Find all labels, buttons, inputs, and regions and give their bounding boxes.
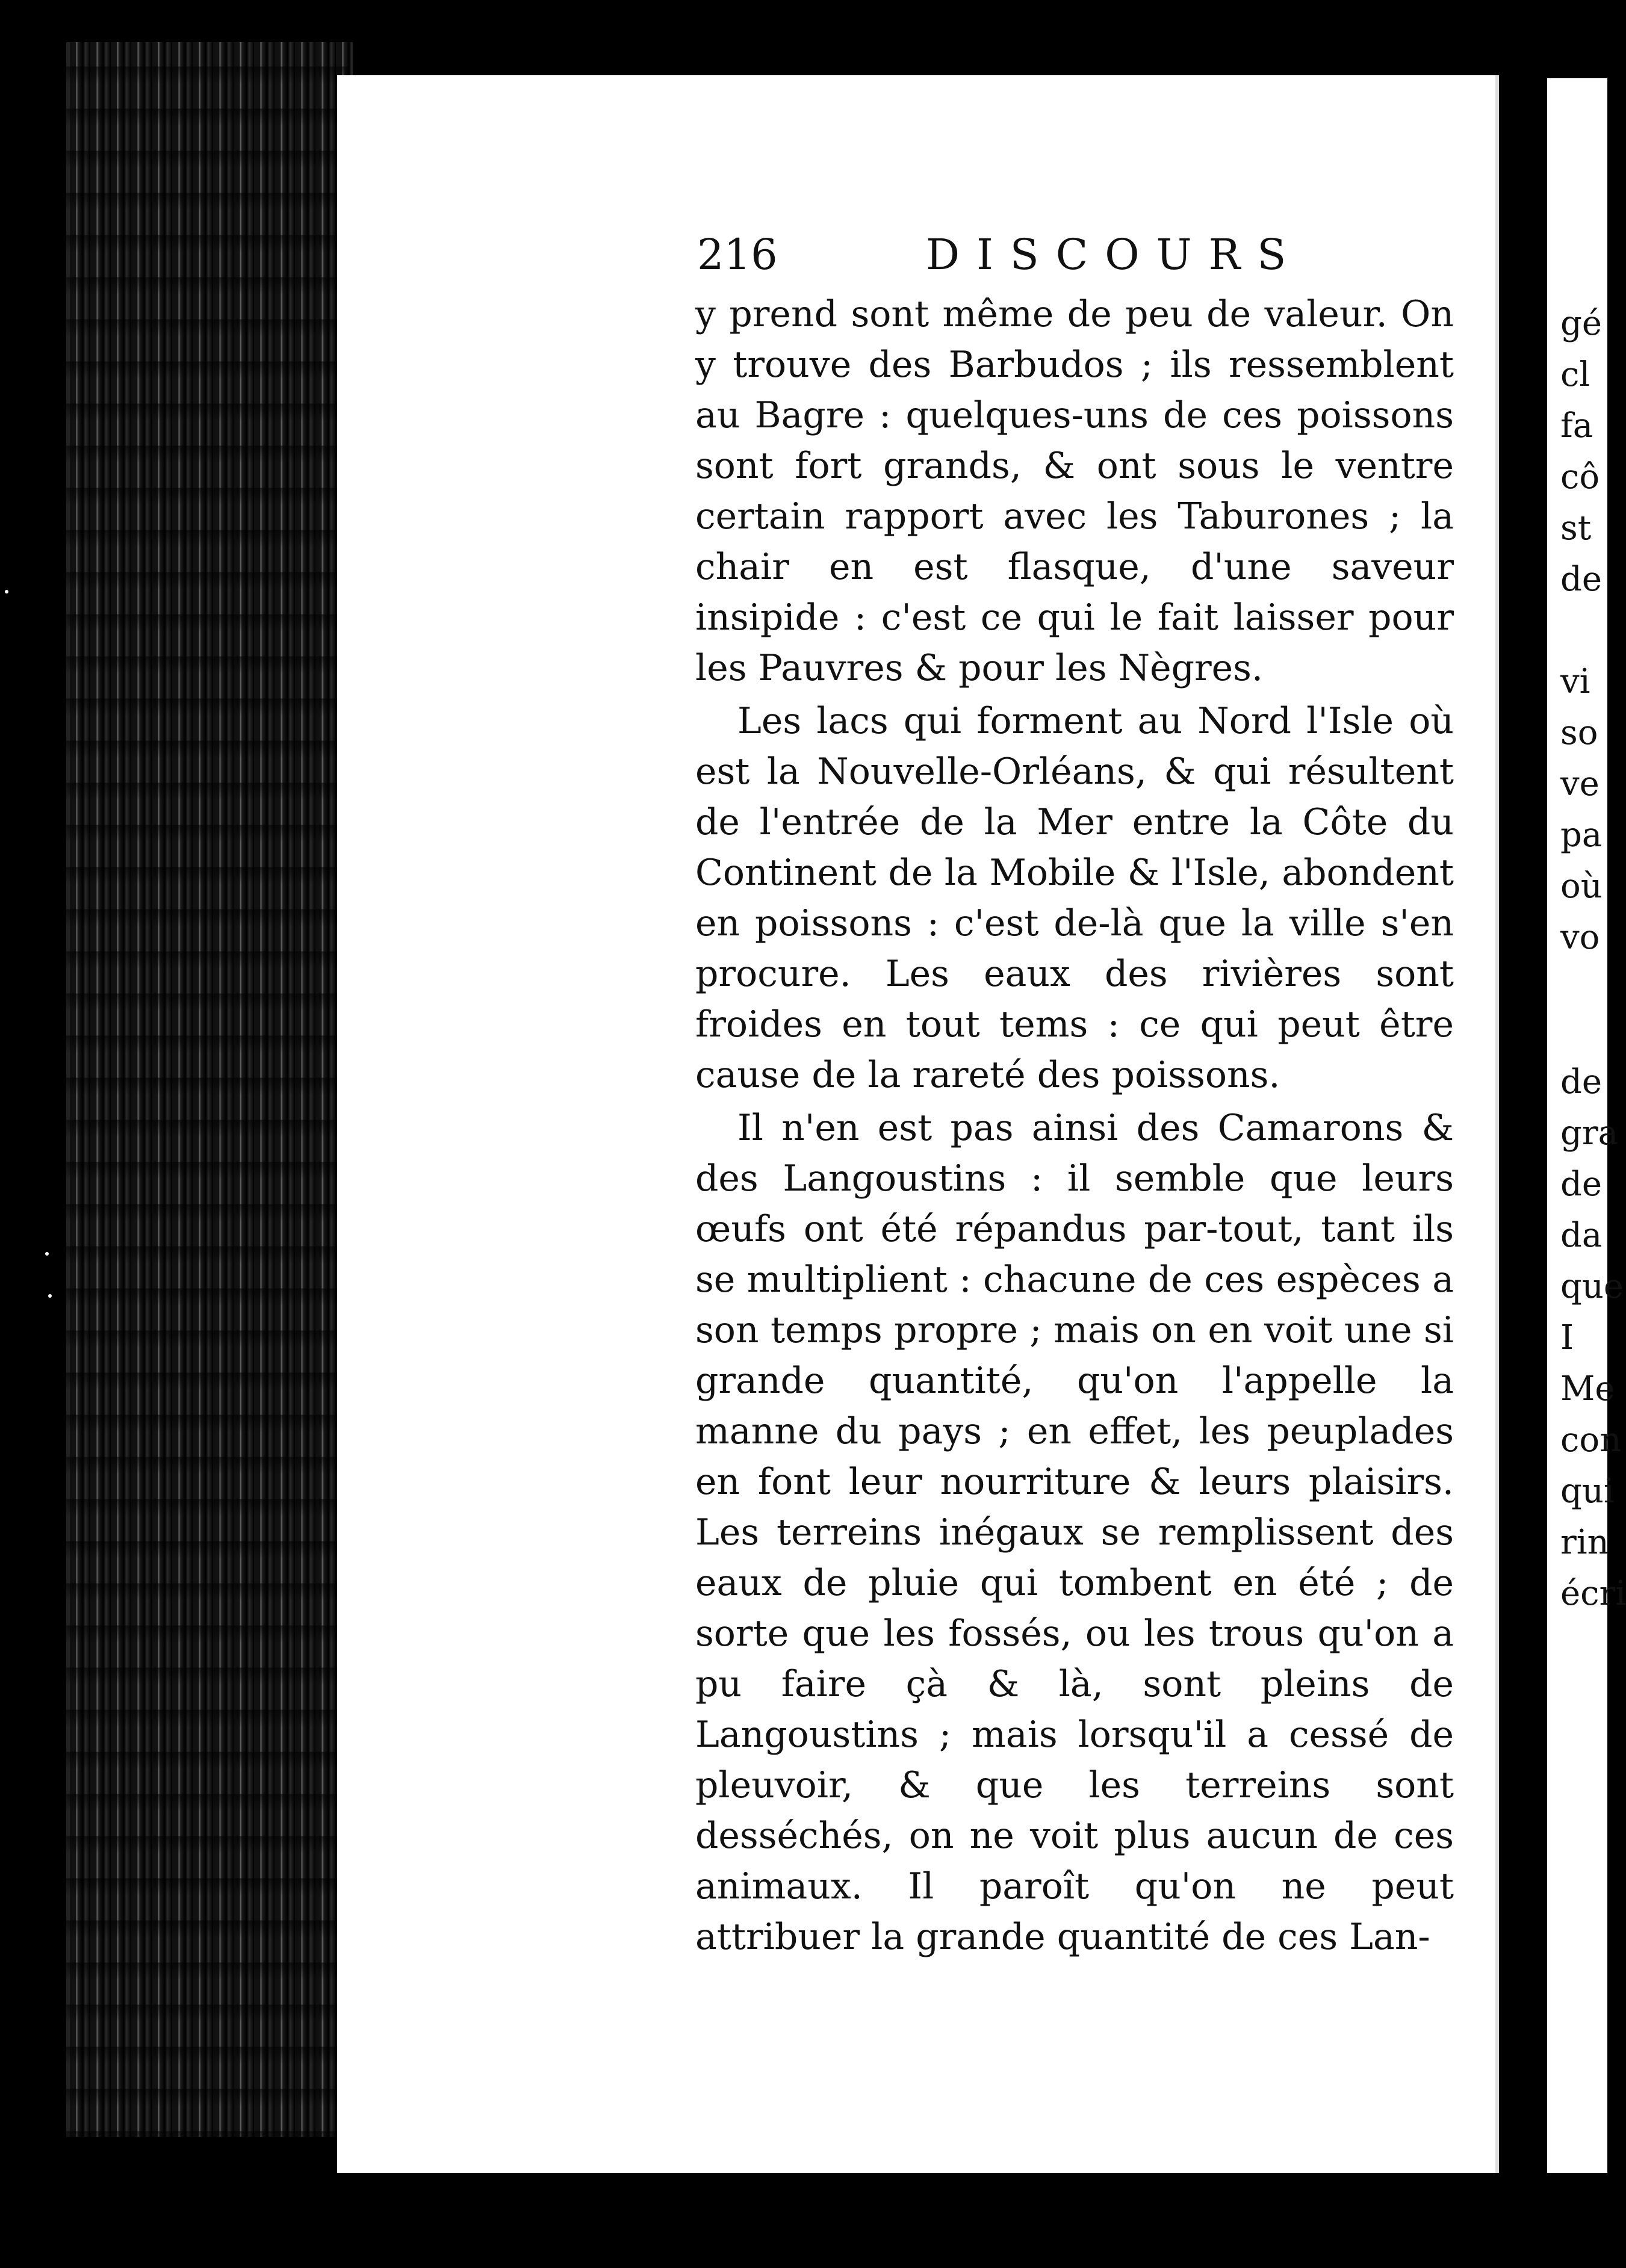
fragment: so: [1560, 713, 1598, 752]
paragraph-1: y prend sont même de peu de valeur. On y trouve des Barbudos ; ils ressemblent au Bagre : quelques-uns de ces poissons sont fort grands, & ont sous le ventre certain rapport avec les Taburones ; la chair en est flasque, d'une saveur insipide : c'est ce qui le fait laisser pour les Pauvres & pour les Nègres.: [695, 293, 1454, 689]
running-header: [697, 230, 1303, 284]
fragment: da: [1560, 1216, 1603, 1255]
running-title: DISCOURS: [926, 230, 1303, 279]
fragment: cl: [1560, 355, 1590, 394]
fragment: où: [1560, 867, 1603, 906]
body-text: [695, 289, 1454, 1965]
page-number: 216: [697, 230, 778, 279]
fragment: fa: [1560, 406, 1593, 445]
fragment: de: [1560, 1165, 1602, 1204]
fragment: vo: [1560, 918, 1600, 957]
fragment: de: [1560, 1062, 1602, 1101]
fragment: con: [1560, 1421, 1622, 1460]
scan-speck: [5, 590, 8, 593]
fragment: qui: [1560, 1472, 1615, 1511]
page-edges-shading: [66, 42, 349, 2137]
fragment: gra: [1560, 1114, 1619, 1153]
fragment: I: [1560, 1318, 1574, 1357]
scan-speck: [45, 1252, 49, 1256]
paragraph-2: Les lacs qui forment au Nord l'Isle où est la Nouvelle-Orléans, & qui résultent de l'entrée de la Mer entre la Côte du Continent de la Mobile & l'Isle, abondent en poissons : c'est de-là que la ville s'en procure. Les eaux des rivières sont froides en tout tems : ce qui peut être cause de la rareté des poissons.: [695, 700, 1454, 1096]
fragment: ve: [1560, 764, 1600, 804]
fragment: cô: [1560, 457, 1600, 497]
scan-speck: [48, 1294, 52, 1298]
paragraph-3: Il n'en est pas ainsi des Camarons & des Langoustins : il semble que leurs œufs ont été répandus par-tout, tant ils se multiplient : chacune de ces espèces a son temps propre ; mais on en voit une si grande quantité, qu'on l'appelle la manne du pays ; en effet, les peuplades en font leur nourriture & leurs plaisirs. Les terreins inégaux se remplissent des eaux de pluie qui tombent en été ; de sorte que les fossés, ou les trous qu'on a pu faire çà & là, sont pleins de Langoustins ; mais lorsqu'il a cessé de pleuvoir, & que les terreins sont desséchés, on ne voit plus aucun de ces animaux. Il paroît qu'on ne peut attribuer la grande quantité de ces Lan-: [695, 1107, 1454, 1958]
fragment: vi: [1560, 662, 1590, 701]
fragment: écri: [1560, 1574, 1626, 1613]
fragment: que: [1560, 1267, 1624, 1306]
fragment: Me: [1560, 1369, 1615, 1408]
fragment: de: [1560, 560, 1602, 599]
fragment: gé: [1560, 304, 1602, 343]
fragment: rin: [1560, 1523, 1609, 1562]
fragment: st: [1560, 509, 1592, 548]
fragment: pa: [1560, 816, 1603, 855]
